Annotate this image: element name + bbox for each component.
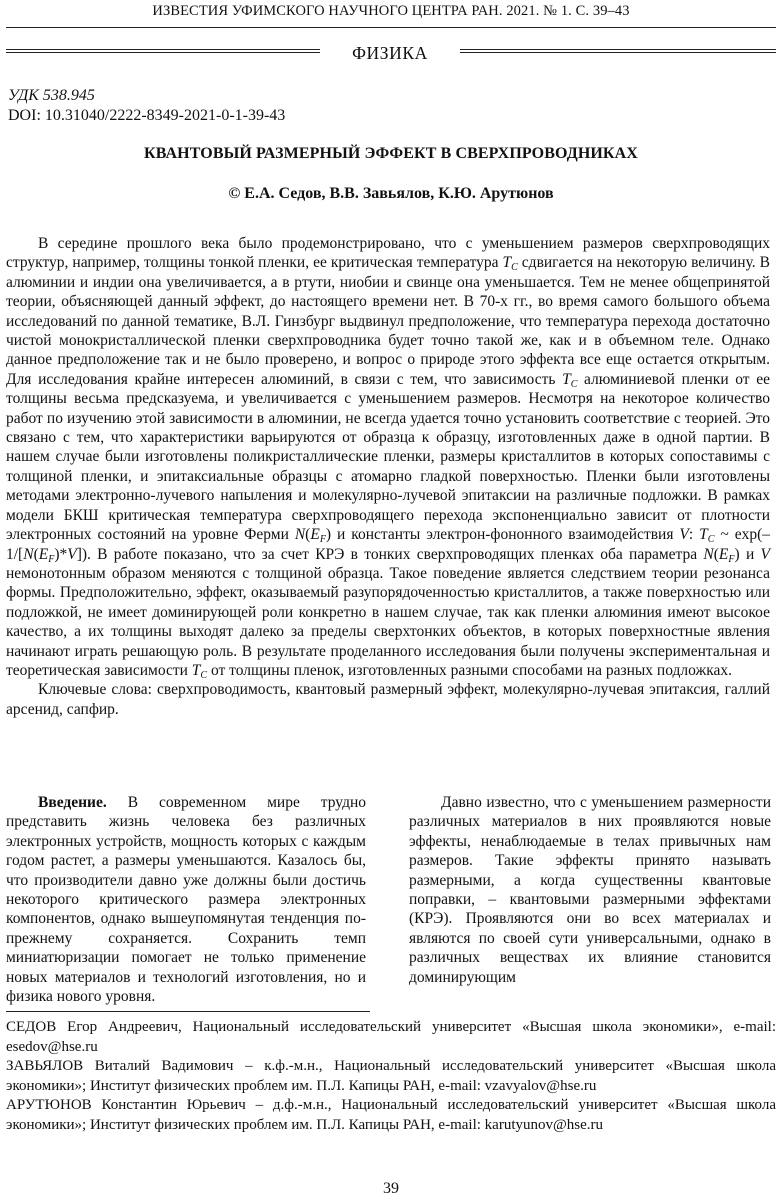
udk-code: УДК 538.945 [8,87,95,104]
footnote-divider [6,1011,370,1012]
header-divider [6,27,776,28]
section-divider-left [6,49,320,53]
footnote-zavyalov: ЗАВЬЯЛОВ Виталий Вадимович – к.ф.-м.н., Национальный исследовательский университет «Высшая школа экономики»; Институт физических проблем им. П.Л. Капицы РАН, e-mail: vzavyalov@hse.ru [6,1058,776,1094]
abstract-paragraph: В середине прошлого века было продемонстрировано, что с уменьшением размеров сверхпроводящих структур, например, толщины тонкой пленки, ее критическая температура $T_C$ сдвигается на некоторую величину. В алюминии и индии она увеличивается, а в ртути, ниобии и свинце она уменьшается. Тем не менее общепринятой теории, объясняющей данный эффект, до настоящего времени нет. В 70-х гг., во время самого большого объема исследований по данной тематике, В.Л. Гинзбург выдвинул предположение, что температура перехода достаточно чистой монокристаллической пленки сверхпроводника будет точно такой же, как и в объемном теле. Однако данное предположение так и не было проверено, и вопрос о природе этого эффекта все еще остается открытым. Для исследования крайне интересен алюминий, в связи с тем, что зависимость $T_C$ алюминиевой пленки от ее толщины весьма предсказуема, и увеличивается с уменьшением размеров. Несмотря на некоторое количество работ по изучению этой зависимости в алюминии, не всегда удается точно установить соответствие с теорией. Это связано с тем, что характеристики варьируются от образца к образцу, изготовленных даже в одной партии. В нашем случае были изготовлены поликристаллические пленки, размеры кристаллитов в которых сопоставимы с толщиной пленки, и эпитаксиальные образцы с атомарно гладкой поверхностью. Пленки были изготовлены методами электронно-лучевого напыления и молекулярно-лучевой эпитаксии на различные подложки. В рамках модели БКШ критическая температура сверхпроводящего перехода экспоненциально зависит от плотности электронных состояний на уровне Ферми $N(E_F)$ и константы электрон-фононного взаимодействия V: $T_C$ ~ $\exp(-1/[N(E_F)*V])$. В работе показано, что за счет КРЭ в тонких сверхпроводящих пленках оба параметра $N(E_F)$ и V немонотонным образом меняются с толщиной образца. Такое поведение является следствием теории резонанса формы. Предположительно, эффект, оказываемый разупорядоченностью кристаллитов, а также поверхностью или подложкой, не имеет доминирующей роли конкретно в нашем случае, так как пленки алюминия имеют высокое качество, а их толщины выходят далеко за пределы сверхтонких объектов, в которых поверхностные явления начинают играть решающую роль. В результате проделанного исследования были получены экспериментальная и теоретическая зависимости $T_C$ от толщины пленок, изготовленных разными способами на разных подложках. [6,235,770,681]
body-paragraph: Давно известно, что с уменьшением размерности различных материалов в них проявляются новые эффекты, ненаблюдаемые в телах привычных нам размеров. Такие эффекты принято называть размерными, а когда существенны квантовые поправки, – квантовыми размерными эффектами (КРЭ). Проявляются они во всех материалах и являются по своей сути универсальными, однако в различных веществах их влияние становится доминирующим [409,794,771,986]
abstract [6,234,770,719]
intro-heading: Введение. [38,794,107,811]
body-column-left [6,793,366,1006]
article-title: КВАНТОВЫЙ РАЗМЕРНЫЙ ЭФФЕКТ В СВЕРХПРОВОДНИКАХ [144,145,638,162]
journal-header: ИЗВЕСТИЯ УФИМСКОГО НАУЧНОГО ЦЕНТРА РАН. 2021. № 1. С. 39–43 [152,3,630,19]
intro-paragraph: Введение. В современном мире трудно представить жизнь человека без различных электронных устройств, мощность которых с каждым годом растет, а размеры уменьшаются. Казалось бы, что производители давно уже должны были достичь некоторого критического размера электронных компонентов, однако вышеупомянутая тенденция по-прежнему сохраняется. Сохранить темп миниатюризации помогает не только применение новых материалов и технологий изготовления, но и физика нового уровня. [6,794,366,1006]
article-authors: © Е.А. Седов, В.В. Завьялов, К.Ю. Арутюнов [228,185,554,202]
doi: DOI: 10.31040/2222-8349-2021-0-1-39-43 [8,107,286,124]
body-column-right [409,793,771,987]
footnote-arutyunov: АРУТЮНОВ Константин Юрьевич – д.ф.-м.н., Национальный исследовательский университет «Высшая школа экономики»; Институт физических проблем им. П.Л. Капицы РАН, e-mail: karutyunov@hse.ru [6,1097,776,1133]
section-divider-right [460,49,776,53]
footnote-sedov: СЕДОВ Егор Андреевич, Национальный исследовательский университет «Высшая школа экономики», e-mail: esedov@hse.ru [6,1019,776,1055]
page-number: 39 [383,1180,399,1197]
author-footnotes [6,1018,776,1136]
keywords: Ключевые слова: сверхпроводимость, квантовый размерный эффект, молекулярно-лучевая эпитаксия, галлий арсенид, сапфир. [6,681,770,718]
section-title: ФИЗИКА [352,43,428,63]
